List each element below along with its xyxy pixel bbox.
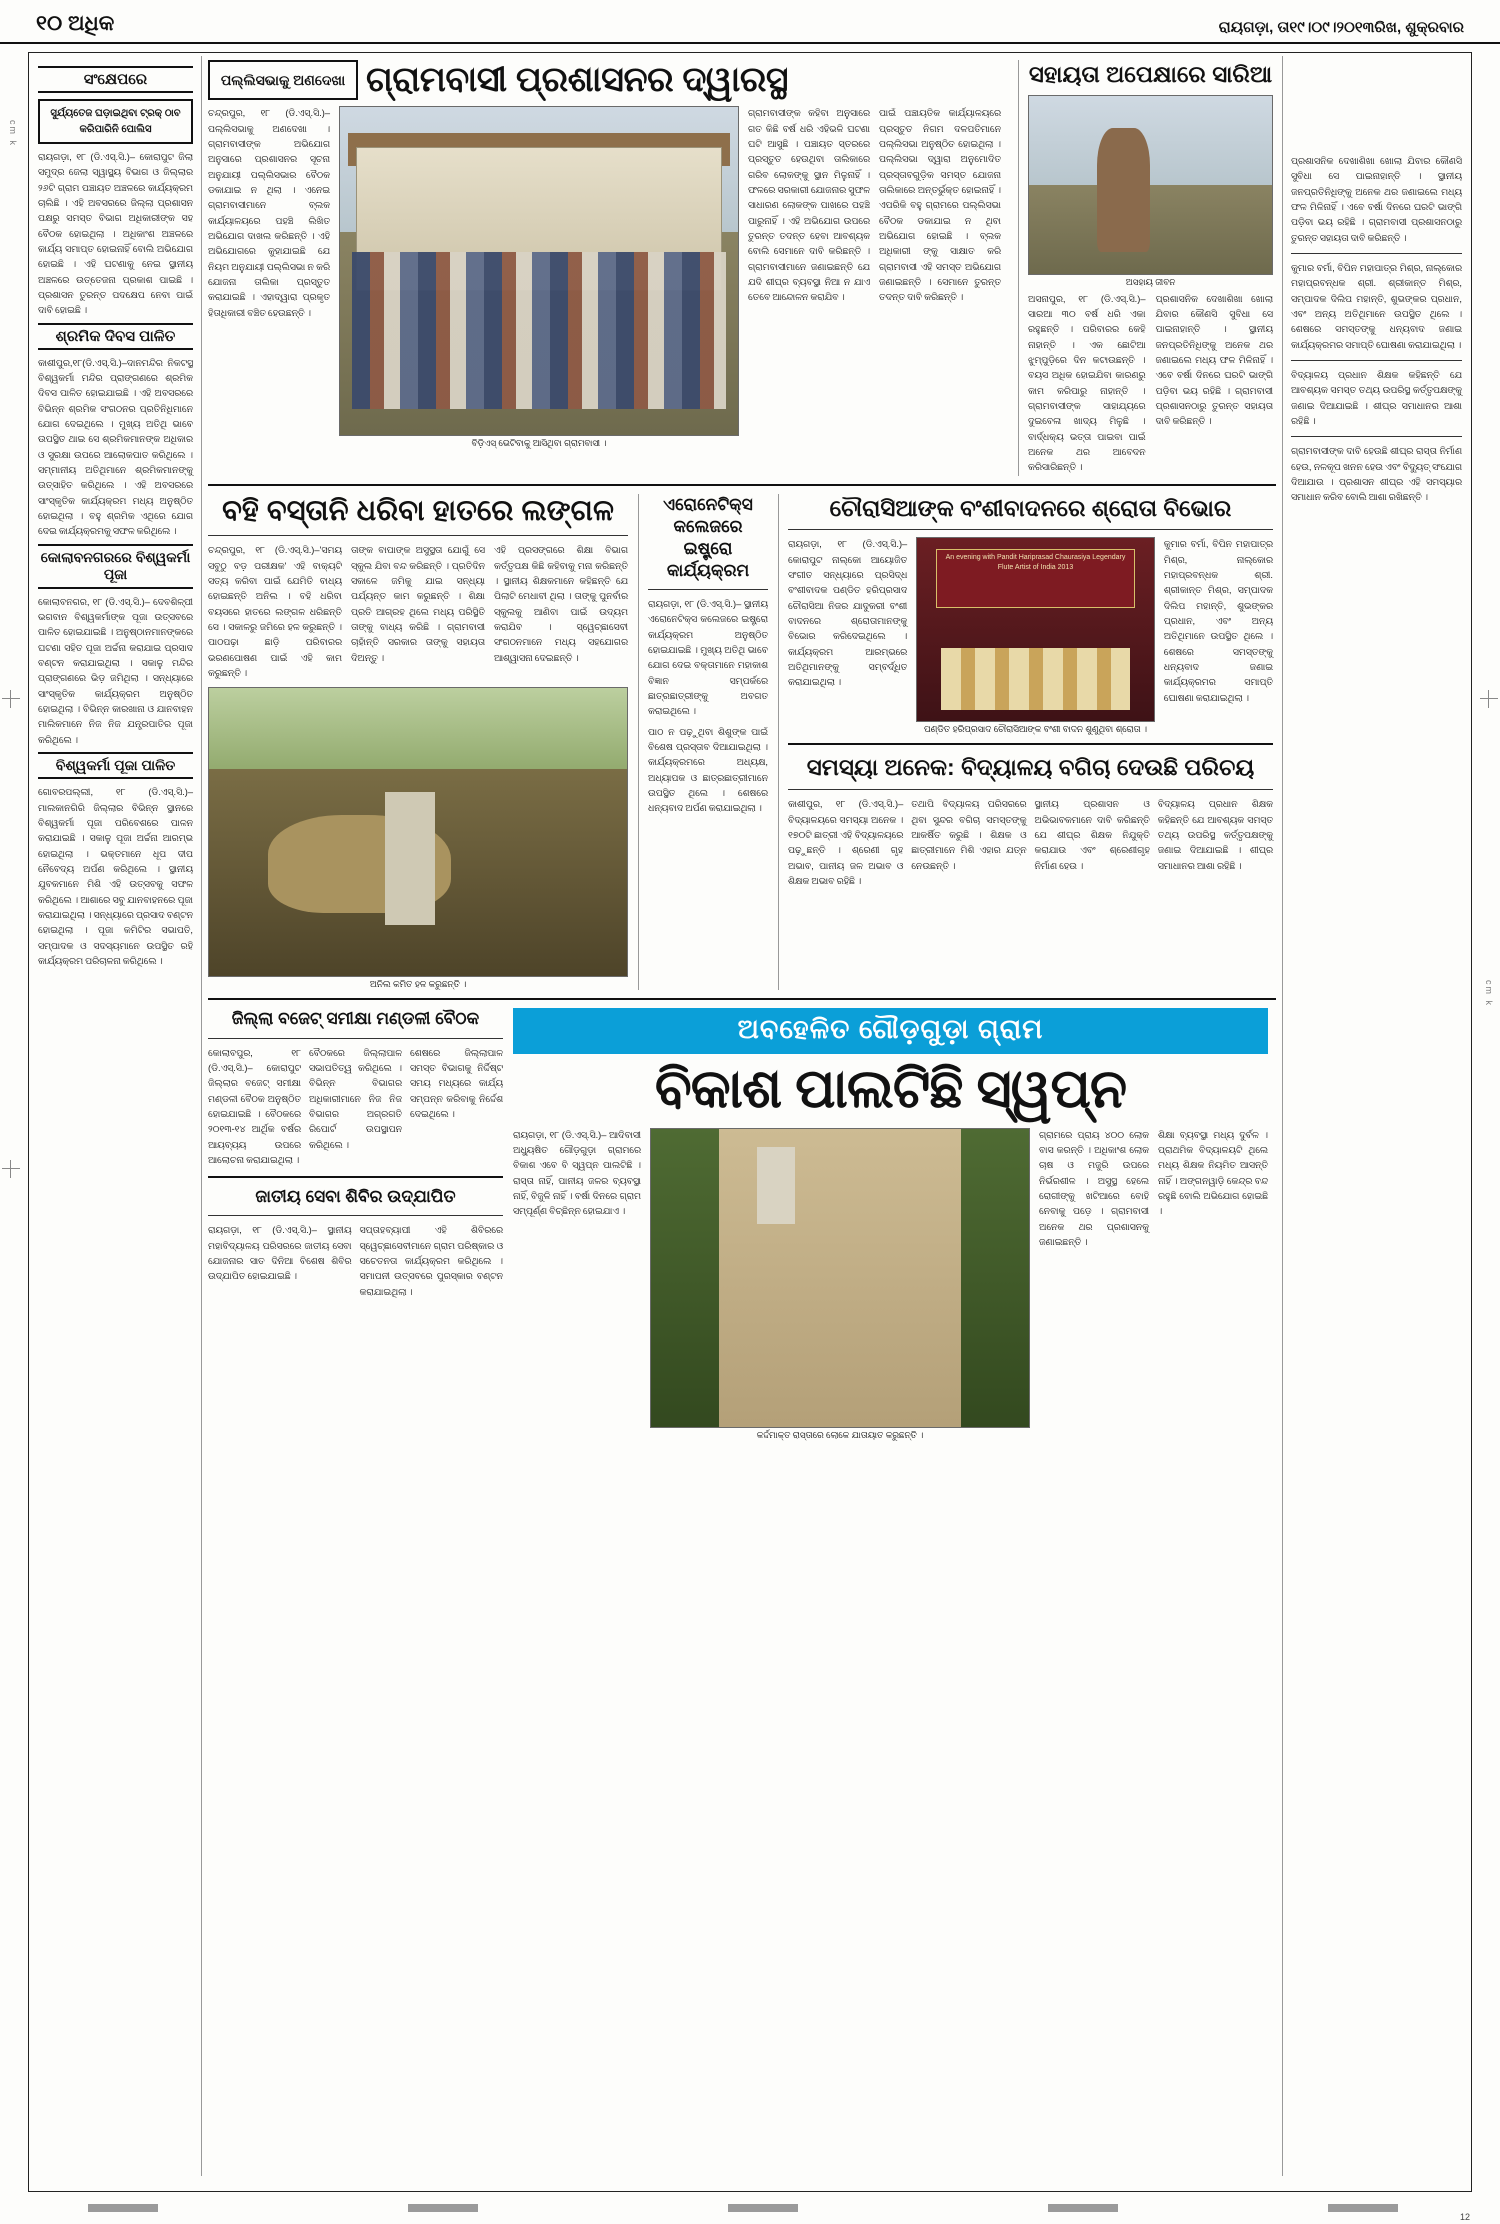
school-col-4: ବିଦ୍ୟାଳୟ ପ୍ରଧାନ ଶିକ୍ଷକ କହିଛନ୍ତି ଯେ ଆବଶ୍ୟକ ସମସ୍ତ ତଥ୍ୟ ଉପରିସ୍ଥ କର୍ତ୍ତୃପକ୍ଷଙ୍କୁ ଜଣାଇ ଦିଆଯାଇଛି । ଶୀଘ୍ର ସମାଧାନର ଆଶା ରହିଛି । xyxy=(1157,799,1273,871)
village-photo xyxy=(650,1128,1030,1428)
sidebar-section-body-0: କାଶୀପୁର,୧୮(ଡି.ଏସ୍.ସି.)–ଦାନମନ୍ଦିର ନିକଟସ୍ଥ ବିଶ୍ୱକର୍ମା ମନ୍ଦିର ପ୍ରାଙ୍ଗଣରେ ଶ୍ରମିକ ଦିବସ ପାଳିତ ହୋଇଯାଇଛି । ଏହି ଅବସରରେ ବିଭିନ୍ନ ଶ୍ରମିକ ସଂଗଠନର ପ୍ରତିନିଧିମାନେ ଯୋଗ ଦେଇଥିଲେ । ମୁଖ୍ୟ ଅତିଥି ଭାବେ ଉପସ୍ଥିତ ଥାଇ ସେ ଶ୍ରମିକମାନଙ୍କ ଅଧିକାର ଓ ସୁରକ୍ଷା ଉପରେ ଆଲୋକପାତ କରିଥିଲେ । ସମ୍ମାନୀୟ ଅତିଥିମାନେ ଶ୍ରମିକମାନଙ୍କୁ ଉତ୍ସାହିତ କରିଥିଲେ । ଏହି ଅବସରରେ ସାଂସ୍କୃତିକ କାର୍ଯ୍ୟକ୍ରମ ମଧ୍ୟ ଅନୁଷ୍ଠିତ ହୋଇଥିଲା । ବହୁ ଶ୍ରମିକ ଏଥିରେ ଯୋଗ ଦେଇ କାର୍ଯ୍ୟକ୍ରମକୁ ସଫଳ କରିଥିଲେ । xyxy=(38,357,193,537)
camp-col-2: ସପ୍ତାହବ୍ୟାପୀ ଏହି ଶିବିରରେ ସ୍ୱେଚ୍ଛାସେବୀମାନେ ଗ୍ରାମ ପରିଷ୍କାର ଓ ସଚେତନତା କାର୍ଯ୍ୟକ୍ରମ କରିଥିଲେ । ସମାପନୀ ଉତ୍ସବରେ ପୁରସ୍କାର ବଣ୍ଟନ କରାଯାଇଥିଲା । xyxy=(359,1225,503,1297)
right-sidebar-para-2: କୁମାର ବର୍ମା, ବିପିନ ମହାପାତ୍ର ମିଶ୍ର, ନାଲ୍‌କୋର ମହାପ୍ରବନ୍ଧକ ଶ୍ରୀ. ଶ୍ରୀକାନ୍ତ ମିଶ୍ର, ସମ୍ପାଦକ ଦିଲିପ ମହାନ୍ତି, ଶୁଭଙ୍କର ପ୍ରଧାନ, ଏବଂ ଅନ୍ୟ ଅତିଥିମାନେ ଉପସ୍ଥିତ ଥିଲେ । ଶେଷରେ ସମସ୍ତଙ୍କୁ ଧନ୍ୟବାଦ ଜଣାଇ କାର୍ଯ୍ୟକ୍ରମର ସମାପ୍ତି ଘୋଷଣା କରାଯାଇଥିଲା । xyxy=(1291,262,1462,350)
camp-col-1: ରାୟଗଡ଼ା, ୧୮ (ଡି.ଏସ୍.ସି.)– ସ୍ଥାନୀୟ ମହାବିଦ୍ୟାଳୟ ପରିସରରେ ଜାତୀୟ ସେବା ଯୋଜନାର ସାତ ଦିନିଆ ବିଶେଷ ଶିବିର ଉଦ୍‌ଯାପିତ ହୋଇଯାଇଛି । xyxy=(208,1225,352,1282)
plough-headline: ବହି ବସ୍ତାନି ଧରିବା ହାତରେ ଲଙ୍ଗଳ xyxy=(222,494,614,527)
sidebar-lead-box: ସୁର୍ଯ୍ୟତେଜ ଘଡ଼ାଇଥିବା ଟ୍ରକ୍ ଠାବ କରିପାରିନି ପୋଲିସ xyxy=(38,99,193,144)
crop-mark-right xyxy=(1480,690,1498,708)
story-college xyxy=(638,494,768,991)
lead-kicker: ପଲ୍ଲିସଭାକୁ ଅଣଦେଖା xyxy=(208,60,358,100)
story-village xyxy=(513,1008,1268,1440)
camp-headline: ଜାତୀୟ ସେବା ଶିବିର ଉଦ୍‌ଯାପିତ xyxy=(255,1187,456,1207)
main-content xyxy=(202,56,1282,2176)
masthead xyxy=(0,0,1500,44)
zilla-headline: ଜିଲ୍ଲା ବଜେଟ୍ ସମୀକ୍ଷା ମଣ୍ଡଳୀ ବୈଠକ xyxy=(231,1009,480,1029)
dateline: ରାୟଗଡ଼ା, ତା୧୯।୦୯।୨୦୧୩ରିଖ, ଶୁକ୍ରବାର xyxy=(1218,19,1464,36)
lead-col-3: ପାଇଁ ପଞ୍ଚାୟତିକ କାର୍ଯ୍ୟାଳୟରେ ପ୍ରସ୍ତୁତ ନିଗମ ଦଳପତିମାନେ ପଲ୍ଲିସଭା ଅନୁଷ୍ଠିତ ହୋଇଥିଲା । ପଲ୍ଲିସଭା ଦ୍ୱାରା ଅନୁମୋଦିତ ପ୍ରସ୍ତାବଗୁଡ଼ିକ ସମସ୍ତ ଯୋଜନା ତାଲିକାରେ ଅନ୍ତର୍ଭୁକ୍ତ ହୋଇନାହିଁ । ଏପରିକି ବହୁ ଗ୍ରାମରେ ପଲ୍ଲିସଭା ବୈଠକ ଡକାଯାଇ ନ ଥିବା ଅଭିଯୋଗ ହୋଇଛି । ବ୍ଲକ ଅଧିକାରୀ ଙ୍କୁ ସାକ୍ଷାତ କରି ଗ୍ରାମବାସୀ ଏହି ସମସ୍ତ ଅଭିଯୋଗ ଜଣାଇଛନ୍ତି । ସେମାନେ ତୁରନ୍ତ ତଦନ୍ତ ଦାବି କରିଛନ୍ତି । xyxy=(879,108,1001,303)
story-zilla xyxy=(208,1008,503,1440)
plough-col-3: ଏହି ପ୍ରସଙ୍ଗରେ ଶିକ୍ଷା ବିଭାଗ କର୍ତ୍ତୃପକ୍ଷ କିଛି କହିବାକୁ ମନା କରିଛନ୍ତି । ସ୍ଥାନୀୟ ଶିକ୍ଷକମାନେ କହିଛନ୍ତି ଯେ ପିଲାଟି ମେଧାବୀ ଥିଲା । ତାଙ୍କୁ ପୁନର୍ବାର ସ୍କୁଲକୁ ଆଣିବା ପାଇଁ ଉଦ୍ୟମ କରାଯିବ । ସ୍ୱେଚ୍ଛାସେବୀ ସଂଗଠନମାନେ ମଧ୍ୟ ସହଯୋଗର ଆଶ୍ୱାସନା ଦେଇଛନ୍ତି । xyxy=(494,545,628,663)
story-school xyxy=(788,753,1273,889)
college-headline: ଏରୋନେଟିକ୍ସ କଲେଜରେ ଇଷ୍ଟ୍ରୋ କାର୍ଯ୍ୟକ୍ରମ xyxy=(663,494,753,580)
right-sidebar-para-4: ଗ୍ରାମବାସୀଙ୍କ ଦାବି ହେଉଛି ଶୀଘ୍ର ରାସ୍ତା ନିର୍ମାଣ ହେଉ, ନଳକୂପ ଖନନ ହେଉ ଏବଂ ବିଦ୍ୟୁତ୍ ସଂଯୋଗ ଦିଆଯାଉ । ପ୍ରଶାସନ ଶୀଘ୍ର ଏହି ସମସ୍ୟାର ସମାଧାନ କରିବ ବୋଲି ଆଶା ରଖିଛନ୍ତି । xyxy=(1291,446,1462,503)
sidebar-section-body-1: କୋଲାବନଗର, ୧୮ (ଡି.ଏସ୍.ସି.)– ଦେବଶିଳ୍ପୀ ଭଗବାନ ବିଶ୍ୱକର୍ମାଙ୍କ ପୂଜା ଉତ୍ସବରେ ପାଳିତ ହୋଇଯାଇଛି । ଅନୁଷ୍ଠାନମାନଙ୍କରେ ଘଟଣା ସହିତ ପୂଜା ଅର୍ଚ୍ଚନା କରାଯାଇ ପ୍ରସାଦ ବଣ୍ଟନ କରାଯାଇଥିଲା । ସକାଳୁ ମନ୍ଦିର ପ୍ରାଙ୍ଗଣରେ ଭିଡ଼ ଜମିଥିଲା । ସନ୍ଧ୍ୟାରେ ସାଂସ୍କୃତିକ କାର୍ଯ୍ୟକ୍ରମ ଅନୁଷ୍ଠିତ ହୋଇଥିଲା । ବିଭିନ୍ନ କାରଖାନା ଓ ଯାନବାହନ ମାଲିକମାନେ ନିଜ ନିଜ ଯନ୍ତ୍ରପାତିର ପୂଜା କରିଥିଲେ । xyxy=(38,596,193,745)
zilla-col-1: କୋଲାବପୁର, ୧୮ (ଡି.ଏସ୍.ସି.)– କୋରାପୁଟ ଜିଲ୍ଲାର ବଜେଟ୍ ସମୀକ୍ଷା ମଣ୍ଡଳୀ ବୈଠକ ଅନୁଷ୍ଠିତ ହୋଇଯାଇଛି । ବୈଠକରେ ୨୦୧୩-୧୪ ଆର୍ଥିକ ବର୍ଷର ଆୟବ୍ୟୟ ଉପରେ ଆଲୋଚନା କରାଯାଇଥିଲା । xyxy=(208,1047,301,1165)
flute-photo xyxy=(916,537,1154,722)
school-col-1: କାଶୀପୁର, ୧୮ (ଡି.ଏସ୍.ସି.)–ବିଦ୍ୟାଳୟରେ ସମସ୍ୟା ଅନେକ । ୧୭୦ଟି ଛାତ୍ରୀ ଏହି ବିଦ୍ୟାଳୟରେ ପଢ଼ୁଛନ୍ତି । ଶ୍ରେଣୀ ଗୃହ ଅଭାବ, ପାନୀୟ ଜଳ ଅଭାବ ଓ ଶିକ୍ଷକ ଅଭାବ ରହିଛି । xyxy=(788,799,904,886)
flute-col-2: କୁମାର ବର୍ମା, ବିପିନ ମହାପାତ୍ର ମିଶ୍ର, ନାଲ୍‌କୋର ମହାପ୍ରବନ୍ଧକ ଶ୍ରୀ. ଶ୍ରୀକାନ୍ତ ମିଶ୍ର, ସମ୍ପାଦକ ଦିଲିପ ମହାନ୍ତି, ଶୁଭଙ୍କର ପ୍ରଧାନ, ଏବଂ ଅନ୍ୟ ଅତିଥିମାନେ ଉପସ୍ଥିତ ଥିଲେ । ଶେଷରେ ସମସ୍ତଙ୍କୁ ଧନ୍ୟବାଦ ଜଣାଇ କାର୍ଯ୍ୟକ୍ରମର ସମାପ୍ତି ଘୋଷଣା କରାଯାଇଥିଲା । xyxy=(1163,539,1273,703)
right-top-story xyxy=(1018,60,1273,476)
footer-registration-bar xyxy=(28,2200,1472,2218)
lead-col-2: ଗ୍ରାମବାସୀଙ୍କ କହିବା ଅନୁସାରେ ଗତ କିଛି ବର୍ଷ ଧରି ଏହିଭଳି ଘଟଣା ଘଟି ଆସୁଛି । ପଞ୍ଚାୟତ ସ୍ତରରେ ପ୍ରସ୍ତୁତ ହେଉଥିବା ତାଲିକାରେ ଗରିବ ଲୋକଙ୍କୁ ସ୍ଥାନ ମିଳୁନାହିଁ । ଫଳରେ ସରକାରୀ ଯୋଜନାର ସୁଫଳ ସାଧାରଣ ଲୋକଙ୍କ ପାଖରେ ପହଞ୍ଚି ପାରୁନାହିଁ । ଏହି ଅଭିଯୋଗ ଉପରେ ତୁରନ୍ତ ତଦନ୍ତ ହେବା ଆବଶ୍ୟକ ବୋଲି ସେମାନେ ଦାବି କରିଛନ୍ତି । ଗ୍ରାମବାସୀମାନେ ଜଣାଇଛନ୍ତି ଯେ ଯଦି ଶୀଘ୍ର ବ୍ୟବସ୍ଥା ନିଆ ନ ଯାଏ ତେବେ ଆନ୍ଦୋଳନ କରାଯିବ । xyxy=(748,108,870,303)
sidebar-right xyxy=(1282,56,1470,2176)
flute-photo-caption: ପଣ୍ଡିତ ହରିପ୍ରସାଦ ଚୌରାସିଆଙ୍କ ବଂଶୀ ବାଦନ ଶୁଣୁଥିବା ଶ୍ରୋତା । xyxy=(923,724,1147,735)
village-col-1: ରାୟଗଡ଼ା, ୧୮ (ଡି.ଏସ୍.ସି.)– ଆଦିବାସୀ ଅଧ୍ୟୁଷିତ ଗୌଡ଼ଗୁଡ଼ା ଗ୍ରାମରେ ବିକାଶ ଏବେ ବି ସ୍ୱପ୍ନ ପାଲଟିଛି । ରାସ୍ତା ନାହିଁ, ପାନୀୟ ଜଳର ବ୍ୟବସ୍ଥା ନାହିଁ, ବିଜୁଳି ନାହିଁ । ବର୍ଷା ଦିନରେ ଗ୍ରାମ ସମ୍ପୂର୍ଣ୍ଣ ବିଚ୍ଛିନ୍ନ ହୋଇଯାଏ । xyxy=(513,1129,641,1217)
right-sidebar-para-3: ବିଦ୍ୟାଳୟ ପ୍ରଧାନ ଶିକ୍ଷକ କହିଛନ୍ତି ଯେ ଆବଶ୍ୟକ ସମସ୍ତ ତଥ୍ୟ ଉପରିସ୍ଥ କର୍ତ୍ତୃପକ୍ଷଙ୍କୁ ଜଣାଇ ଦିଆଯାଇଛି । ଶୀଘ୍ର ସମାଧାନର ଆଶା ରହିଛି । xyxy=(1291,369,1462,426)
folio-number: 12 xyxy=(1459,2212,1470,2222)
right-top-col-2: ପ୍ରଶାସନିକ ଦେଖାଶିଖା ଖୋଲା ଯିବାର କୌଣସି ସୁବିଧା ସେ ପାଇନାହାନ୍ତି । ସ୍ଥାନୀୟ ଜନପ୍ରତିନିଧିଙ୍କୁ ଅନେକ ଥର ଜଣାଇଲେ ମଧ୍ୟ ଫଳ ମିଳିନାହିଁ । ଏବେ ବର୍ଷା ଦିନରେ ଘରଟି ଭାଙ୍ଗି ପଡ଼ିବା ଭୟ ରହିଛି । ଗ୍ରାମବାସୀ ପ୍ରଶାସନଠାରୁ ତୁରନ୍ତ ସହାୟତା ଦାବି କରିଛନ୍ତି । xyxy=(1155,293,1273,427)
college-col-2: ପାଠ ନ ପଢ଼ୁଥିବା ଶିଶୁଙ୍କ ପାଇଁ ବିଶେଷ ପ୍ରସ୍ତାବ ଦିଆଯାଇଥିଲା । କାର୍ଯ୍ୟକ୍ରମରେ ଅଧ୍ୟକ୍ଷ, ଅଧ୍ୟାପକ ଓ ଛାତ୍ରଛାତ୍ରୀମାନେ ଉପସ୍ଥିତ ଥିଲେ । ଶେଷରେ ଧନ୍ୟବାଦ ଅର୍ପଣ କରାଯାଇଥିଲା । xyxy=(648,726,768,814)
right-sidebar-para-1: ପ୍ରଶାସନିକ ଦେଖାଶିଖା ଖୋଲା ଯିବାର କୌଣସି ସୁବିଧା ସେ ପାଇନାହାନ୍ତି । ସ୍ଥାନୀୟ ଜନପ୍ରତିନିଧିଙ୍କୁ ଅନେକ ଥର ଜଣାଇଲେ ମଧ୍ୟ ଫଳ ମିଳିନାହିଁ । ଏବେ ବର୍ଷା ଦିନରେ ଘରଟି ଭାଙ୍ଗି ପଡ଼ିବା ଭୟ ରହିଛି । ଗ୍ରାମବାସୀ ପ୍ରଶାସନଠାରୁ ତୁରନ୍ତ ସହାୟତା ଦାବି କରିଛନ୍ତି । xyxy=(1291,156,1462,243)
brand-mark-left: cm k xyxy=(8,120,18,147)
lead-col-1: ଚନ୍ଦ୍ରପୁର, ୧୮ (ଡି.ଏସ୍.ସି.)–ପଲ୍ଲିସଭାକୁ ଅଣଦେଖା । ଗ୍ରାମବାସୀଙ୍କ ଅଭିଯୋଗ ଅନୁସାରେ ପ୍ରଶାସନର ସୂଚନା ଅନୁଯାୟୀ ପଲ୍ଲିସଭାର ବୈଠକ ଡକାଯାଇ ନ ଥିଲା । ଏନେଇ ଗ୍ରାମବାସୀମାନେ ବ୍ଲକ କାର୍ଯ୍ୟାଳୟରେ ପହଞ୍ଚି ଲିଖିତ ଅଭିଯୋଗ ଦାଖଲ କରିଛନ୍ତି । ଏହି ଅଭିଯୋଗରେ କୁହାଯାଇଛି ଯେ ନିୟମ ଅନୁଯାୟୀ ପଲ୍ଲିସଭା ନ କରି ଯୋଜନା ତାଲିକା ପ୍ରସ୍ତୁତ କରାଯାଇଛି । ଏହାଦ୍ୱାରା ପ୍ରକୃତ ହିତାଧିକାରୀ ବଞ୍ଚିତ ହେଉଛନ୍ତି । xyxy=(208,108,330,318)
right-top-col-1: ଅସନାପୁର, ୧୮ (ଡି.ଏସ୍.ସି.)–ସାରଆ ୩୦ ବର୍ଷ ଧରି ଏକା ରହୁଛନ୍ତି । ପରିବାରର କେହି ନାହାନ୍ତି । ଏକ ଛୋଟିଆ ଝୁମ୍ପୁଡ଼ିରେ ଦିନ କଟାଉଛନ୍ତି । ବୟସ ଅଧିକ ହୋଇଯିବା କାରଣରୁ କାମ କରିପାରୁ ନାହାନ୍ତି । ଗ୍ରାମବାସୀଙ୍କ ସାହାଯ୍ୟରେ ଦୁଇବେଳା ଖାଦ୍ୟ ମିଳୁଛି । ବାର୍ଦ୍ଧକ୍ୟ ଭତ୍ତା ପାଇବା ପାଇଁ ଅନେକ ଥର ଆବେଦନ କରିସାରିଛନ୍ତି । xyxy=(1028,293,1146,473)
village-col-3: ଶିକ୍ଷା ବ୍ୟବସ୍ଥା ମଧ୍ୟ ଦୁର୍ବଳ । ପ୍ରାଥମିକ ବିଦ୍ୟାଳୟଟି ଥିଲେ ମଧ୍ୟ ଶିକ୍ଷକ ନିୟମିତ ଆସନ୍ତି ନାହିଁ । ଅଙ୍ଗନୱାଡ଼ି କେନ୍ଦ୍ର ବନ୍ଦ ରହୁଛି ବୋଲି ଅଭିଯୋଗ ହୋଇଛି । xyxy=(1158,1129,1268,1217)
story-flute xyxy=(778,494,1273,991)
sidebar-section-body-2: ଗୋବରପଲ୍ଲୀ, ୧୮ (ଡି.ଏସ୍.ସି.)– ମାଲକାନଗିରି ଜିଲ୍ଲାର ବିଭିନ୍ନ ସ୍ଥାନରେ ବିଶ୍ୱକର୍ମା ପୂଜା ପରିବେଶରେ ପାଳନ କରାଯାଇଛି । ସକାଳୁ ପୂଜା ଅର୍ଚ୍ଚନା ଆରମ୍ଭ ହୋଇଥିଲା । ଭକ୍ତମାନେ ଧୂପ ଦୀପ ନୈବେଦ୍ୟ ଅର୍ପଣ କରିଥିଲେ । ସ୍ଥାନୀୟ ଯୁବକମାନେ ମିଶି ଏହି ଉତ୍ସବକୁ ସଫଳ କରିଥିଲେ । ଆଶାରେ ସବୁ ଯାନବାହନରେ ପୂଜା କରାଯାଇଥିଲା । ସନ୍ଧ୍ୟାରେ ପ୍ରସାଦ ବଣ୍ଟନ ହୋଇଥିଲା । ପୂଜା କମିଟିର ସଭାପତି, ସମ୍ପାଦକ ଓ ସଦସ୍ୟମାନେ ଉପସ୍ଥିତ ରହି କାର୍ଯ୍ୟକ୍ରମ ପରିଚାଳନା କରିଥିଲେ । xyxy=(38,787,193,966)
crop-mark-left-2 xyxy=(2,1160,20,1178)
story-plough xyxy=(208,494,628,991)
sidebar-left xyxy=(30,56,202,2176)
plough-col-1: ଚନ୍ଦ୍ରପୁର, ୧୮ (ଡି.ଏସ୍.ସି.)–'ସମୟ ସବୁଠୁ ବଡ଼ ପରୀକ୍ଷକ' ଏହି ବାକ୍ୟଟି ସତ୍ୟ କରିବା ପାଇଁ ଯେମିତି ବାଧ୍ୟ ହୋଇଛନ୍ତି ଅନିଲ । ବହି ଧରିବା ବୟସରେ ହାତରେ ଲଙ୍ଗଳ ଧରିଛନ୍ତି ସେ । ସକାଳରୁ ଜମିରେ ହଳ କରୁଛନ୍ତି । ପାଠପଢ଼ା ଛାଡ଼ି ପରିବାରର ଭରଣପୋଷଣ ପାଇଁ ଏହି କାମ କରୁଛନ୍ତି । xyxy=(208,545,342,679)
lead-headline: ଗ୍ରାମବାସୀ ପ୍ରଶାସନର ଦ୍ୱାରସ୍ଥ xyxy=(366,60,788,99)
village-photo-caption: କର୍ଦ୍ଦମାକ୍ତ ରାସ୍ତାରେ ଲୋକେ ଯାତାୟାତ କରୁଛନ୍ତି । xyxy=(756,1429,924,1440)
plough-photo-caption: ଅନିଲ କମିତ ହଳ କରୁଛନ୍ତି । xyxy=(369,979,467,990)
school-col-2: ତଥାପି ବିଦ୍ୟାଳୟ ପରିସରରେ ଥିବା ସୁନ୍ଦର ବଗିଚା ସମସ୍ତଙ୍କୁ ଆକର୍ଷିତ କରୁଛି । ଶିକ୍ଷକ ଓ ଛାତ୍ରୀମାନେ ମିଶି ଏହାର ଯତ୍ନ ନେଉଛନ୍ତି । xyxy=(911,799,1027,871)
right-top-headline: ସହାୟତା ଅପେକ୍ଷାରେ ସାରିଆ xyxy=(1028,61,1273,87)
lead-photo xyxy=(339,106,739,436)
village-band: ଅବହେଳିତ ଗୌଡ଼ଗୁଡ଼ା ଗ୍ରାମ xyxy=(513,1008,1268,1054)
sidebar-section-title-1: କୋଲାବନଗରରେ ବିଶ୍ୱକର୍ମା ପୂଜା xyxy=(38,544,193,589)
story-camp xyxy=(208,1186,503,1300)
lead-photo-caption: ବିଡ଼ିଏସ୍ ଭେଟିବାକୁ ଆସିଥିବା ଗ୍ରାମବାସୀ । xyxy=(471,438,607,449)
sidebar-lead-paragraph: ରାୟଗଡ଼ା, ୧୮ (ଡି.ଏସ୍.ସି.)– କୋରାପୁଟ ଜିଲା ସମୁଦ୍ର ଜେଲା ସ୍ୱାସ୍ଥ୍ୟ ବିଭାଗ ଓ ଜିଲ୍ଲାର ୨୬ଟି ଗ୍ରାମ ପଞ୍ଚାୟତ ଅଞ୍ଚଳରେ କାର୍ଯ୍ୟକ୍ରମ ଚାଲିଛି । ଏହି ଅବସରରେ ଜିଲ୍ଲା ପ୍ରଶାସନ ପକ୍ଷରୁ ସମସ୍ତ ବିଭାଗ ଅଧିକାରୀଙ୍କ ସହ ବୈଠକ ହୋଇଥିଲା । ଅଧିକାଂଶ ଅଞ୍ଚଳରେ କାର୍ଯ୍ୟ ସମାପ୍ତ ହୋଇନାହିଁ ବୋଲି ଅଭିଯୋଗ ହୋଇଛି । ଏହି ଘଟଣାକୁ ନେଇ ସ୍ଥାନୀୟ ଅଞ୍ଚଳରେ ଉତ୍ତେଜନା ପ୍ରକାଶ ପାଇଛି । ପ୍ରଶାସନ ତୁରନ୍ତ ପଦକ୍ଷେପ ନେବା ପାଇଁ ଦାବି ହୋଇଛି । xyxy=(38,152,193,316)
school-col-3: ସ୍ଥାନୀୟ ପ୍ରଶାସନ ଓ ଅଭିଭାବକମାନେ ଦାବି କରିଛନ୍ତି ଯେ ଶୀଘ୍ର ଶିକ୍ଷକ ନିଯୁକ୍ତି କରାଯାଉ ଏବଂ ଶ୍ରେଣୀଗୃହ ନିର୍ମାଣ ହେଉ । xyxy=(1034,799,1150,871)
lead-headline-row xyxy=(208,60,1008,100)
college-col-1: ରାୟଗଡ଼ା, ୧୮ (ଡି.ଏସ୍.ସି.)– ସ୍ଥାନୀୟ ଏରୋନେଟିକ୍ସ କଲେଜରେ ଇଷ୍ଟ୍ରୋ କାର୍ଯ୍ୟକ୍ରମ ଅନୁଷ୍ଠିତ ହୋଇଯାଇଛି । ମୁଖ୍ୟ ଅତିଥି ଭାବେ ଯୋଗ ଦେଇ ବକ୍ତାମାନେ ମହାକାଶ ବିଜ୍ଞାନ ସମ୍ପର୍କରେ ଛାତ୍ରଛାତ୍ରୀଙ୍କୁ ଅବଗତ କରାଇଥିଲେ । xyxy=(648,599,768,717)
flute-photo-banner-text: An evening with Pandit Hariprasad Chaurasiya Legendary Flute Artist of India 2013 xyxy=(945,554,1126,571)
flute-headline: ଚୌରାସିଆଙ୍କ ବଂଶୀବାଦନରେ ଶ୍ରୋତା ବିଭୋର xyxy=(829,494,1232,521)
sidebar-section-title-0: ଶ୍ରମିକ ଦିବସ ପାଳିତ xyxy=(38,323,193,350)
crop-mark-left xyxy=(2,690,20,708)
village-headline: ବିକାଶ ପାଲଟିଛି ସ୍ୱପ୍ନ xyxy=(654,1059,1127,1120)
plough-col-2: ତାଙ୍କ ବାପାଙ୍କ ଅସୁସ୍ଥତା ଯୋଗୁଁ ସେ ସ୍କୁଲ ଯିବା ବନ୍ଦ କରିଛନ୍ତି । ପ୍ରତିଦିନ ସକାଳେ ଜମିକୁ ଯାଇ ସନ୍ଧ୍ୟା ପର୍ଯ୍ୟନ୍ତ କାମ କରୁଛନ୍ତି । ଶିକ୍ଷା ପ୍ରତି ଆଗ୍ରହ ଥିଲେ ମଧ୍ୟ ପରିସ୍ଥିତି ତାଙ୍କୁ ବାଧ୍ୟ କରିଛି । ଗ୍ରାମବାସୀ ଚାହାଁନ୍ତି ସରକାର ତାଙ୍କୁ ସହାୟତା ଦିଅନ୍ତୁ । xyxy=(351,545,485,663)
right-top-photo-caption: ଅସହାୟ ଜୀବନ xyxy=(1125,276,1176,287)
zilla-col-3: ଶେଷରେ ଜିଲ୍ଲାପାଳ ସମସ୍ତ ବିଭାଗକୁ ନିର୍ଦ୍ଦିଷ୍ଟ ସମୟ ମଧ୍ୟରେ କାର୍ଯ୍ୟ ସମ୍ପନ୍ନ କରିବାକୁ ନିର୍ଦ୍ଦେଶ ଦେଇଥିଲେ । xyxy=(410,1047,503,1119)
school-headline: ସମସ୍ୟା ଅନେକ: ବିଦ୍ୟାଳୟ ବଗିଚା ଦେଉଛି ପରିଚୟ xyxy=(806,754,1255,781)
page-number: ୧୦ ଅଧିକ xyxy=(36,12,115,35)
flute-col-1: ରାୟଗଡ଼ା, ୧୮ (ଡି.ଏସ୍.ସି.)– କୋରାପୁଟ ନାଲ୍‌କୋ ଆୟୋଜିତ ସଂଗୀତ ସନ୍ଧ୍ୟାରେ ପ୍ରସିଦ୍ଧ ବଂଶୀବାଦକ ପଣ୍ଡିତ ହରିପ୍ରସାଦ ଚୌରାସିଆ ନିଜର ଯାଦୁକରୀ ବଂଶୀ ବାଦନରେ ଶ୍ରୋତାମାନଙ୍କୁ ବିଭୋର କରିଦେଇଥିଲେ । କାର୍ଯ୍ୟକ୍ରମ ଆରମ୍ଭରେ ଅତିଥିମାନଙ୍କୁ ସମ୍ବର୍ଦ୍ଧିତ କରାଯାଇଥିଲା । xyxy=(788,539,908,688)
sidebar-section-title-2: ବିଶ୍ୱକର୍ମା ପୂଜା ପାଳିତ xyxy=(38,752,193,780)
brand-mark-right: cm k xyxy=(1484,980,1494,1007)
right-top-photo xyxy=(1028,95,1273,275)
plough-photo xyxy=(208,687,628,977)
zilla-col-2: ବୈଠକରେ ଜିଲ୍ଲାପାଳ ସଭାପତିତ୍ୱ କରିଥିଲେ । ବିଭିନ୍ନ ବିଭାଗର ଅଧିକାରୀମାନେ ନିଜ ନିଜ ବିଭାଗର ଅଗ୍ରଗତି ରିପୋର୍ଟ ଉପସ୍ଥାପନ କରିଥିଲେ । xyxy=(309,1047,402,1150)
sidebar-header-brief: ସଂକ୍ଷେପରେ xyxy=(38,66,193,93)
village-col-2: ଗ୍ରାମରେ ପ୍ରାୟ ୪୦୦ ଲୋକ ବାସ କରନ୍ତି । ଅଧିକାଂଶ ଲୋକ ଚାଷ ଓ ମଜୁରି ଉପରେ ନିର୍ଭରଶୀଳ । ଅସୁସ୍ଥ ହେଲେ ରୋଗୀଙ୍କୁ ଖଟିଆରେ ବୋହି ନେବାକୁ ପଡ଼େ । ଗ୍ରାମବାସୀ ଅନେକ ଥର ପ୍ରଶାସନକୁ ଜଣାଇଛନ୍ତି । xyxy=(1039,1129,1149,1248)
